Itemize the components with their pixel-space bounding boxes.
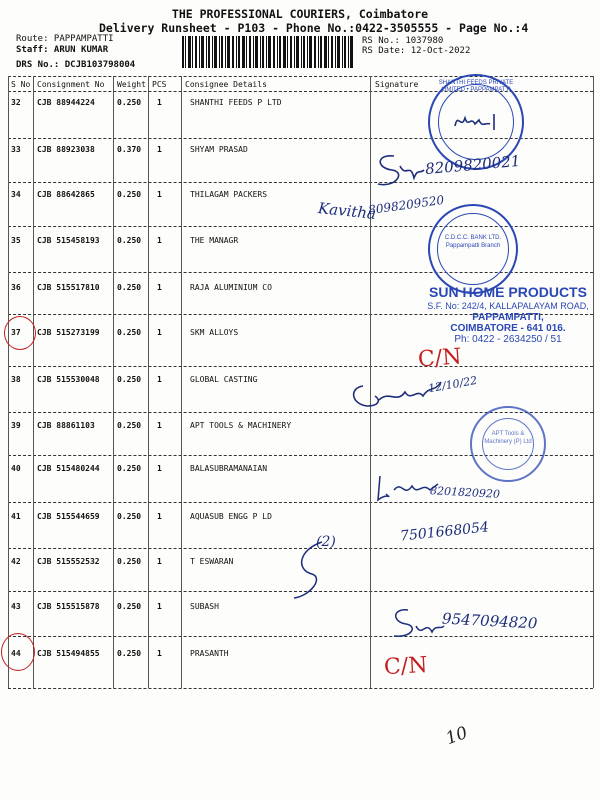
row-consignment: CJB 515494855 xyxy=(37,649,100,658)
row-weight: 0.250 xyxy=(117,236,142,245)
row-rule xyxy=(8,502,593,503)
red-circle-mark xyxy=(4,316,36,350)
rs-number: RS No.: 1037980 xyxy=(362,36,444,46)
row-weight: 0.250 xyxy=(117,649,142,658)
signature-43 xyxy=(386,604,446,644)
signature-32 xyxy=(452,108,502,134)
row-pcs: 1 xyxy=(157,328,162,337)
row-rule xyxy=(8,366,593,367)
row-pcs: 1 xyxy=(157,236,162,245)
row-consignment: CJB 88642865 xyxy=(37,190,95,199)
drs-label: DRS No.: DCJB103798004 xyxy=(16,60,136,70)
col-header-weight: Weight xyxy=(117,80,146,89)
row-consignee: PRASANTH xyxy=(190,649,229,658)
row-consignee: SUBASH xyxy=(190,602,219,611)
row-pcs: 1 xyxy=(157,190,162,199)
mark-41: (2) xyxy=(316,534,336,550)
row-consignment: CJB 88861103 xyxy=(37,421,95,430)
row-weight: 0.250 xyxy=(117,283,142,292)
row-consignee: THILAGAM PACKERS xyxy=(190,190,268,199)
row-consignment: CJB 515480244 xyxy=(37,464,100,473)
row-weight: 0.250 xyxy=(117,375,142,384)
row-consignee: BALASUBRAMANAIAN xyxy=(190,464,268,473)
row-consignee: SHYAM PRASAD xyxy=(190,145,248,154)
row-consignment: CJB 88944224 xyxy=(37,98,95,107)
row-weight: 0.370 xyxy=(117,145,142,154)
row-consignment: CJB 515530048 xyxy=(37,375,100,384)
shanthi-stamp-text: SHANTHI FEEDS PRIVATE LIMITED • PAPPAMPATTI xyxy=(438,80,514,93)
row-weight: 0.250 xyxy=(117,98,142,107)
row-consignee: AQUASUB ENGG P LD xyxy=(190,512,272,521)
sun-home-name: SUN HOME PRODUCTS xyxy=(429,284,587,300)
company-title: THE PROFESSIONAL COURIERS, Coimbatore xyxy=(171,7,429,21)
column-divider xyxy=(33,76,34,688)
phone-40: 8201820920 xyxy=(429,484,501,501)
runsheet-title: Delivery Runsheet - P103 - Phone No.:0422-3505555 - Page No.:4 xyxy=(99,21,529,35)
row-sno: 32 xyxy=(11,98,21,107)
apt-tools-stamp xyxy=(470,406,546,482)
row-sno: 36 xyxy=(11,283,21,292)
row-sno: 34 xyxy=(11,190,21,199)
row-consignee: SKM ALLOYS xyxy=(190,328,239,337)
row-sno: 40 xyxy=(11,464,21,473)
phone-41: 7501668054 xyxy=(399,519,490,545)
column-divider xyxy=(181,76,182,688)
red-circle-mark xyxy=(1,633,35,671)
row-rule xyxy=(8,182,593,183)
route-label: Route: PAPPAMPATTI xyxy=(16,34,114,44)
row-weight: 0.250 xyxy=(117,557,142,566)
name-34: Kavitha xyxy=(317,199,377,223)
row-sno: 43 xyxy=(11,602,21,611)
row-consignee: SHANTHI FEEDS P LTD xyxy=(190,98,282,107)
row-consignee: APT TOOLS & MACHINERY xyxy=(190,421,292,430)
phone-43: 9547094820 xyxy=(441,609,538,633)
sun-home-address1: S.F. No: 242/4, KALLAPALAYAM ROAD, xyxy=(427,301,589,311)
row-sno: 44 xyxy=(11,649,21,658)
row-rule xyxy=(8,636,593,637)
cdcc-stamp-text: C.D.C.C. BANK LTD. Pappampatti Branch xyxy=(444,235,502,249)
col-header-signature: Signature xyxy=(375,80,419,89)
column-divider xyxy=(593,76,594,688)
row-pcs: 1 xyxy=(157,464,162,473)
col-header-sno: S No xyxy=(11,80,31,89)
row-sno: 41 xyxy=(11,512,21,521)
row-weight: 0.250 xyxy=(117,190,142,199)
row-consignment: CJB 515517810 xyxy=(37,283,100,292)
row-sno: 33 xyxy=(11,145,21,154)
row-pcs: 1 xyxy=(157,145,162,154)
row-weight: 0.250 xyxy=(117,464,142,473)
column-divider xyxy=(113,76,114,688)
cin-44: C/N xyxy=(383,652,429,681)
row-sno: 38 xyxy=(11,375,21,384)
row-sno: 37 xyxy=(11,328,21,337)
handwritten-page-number: 10 xyxy=(443,722,471,750)
date-38: 12/10/22 xyxy=(427,373,479,396)
row-pcs: 1 xyxy=(157,557,162,566)
column-divider xyxy=(8,76,9,688)
cin-37: C/N xyxy=(417,344,463,373)
rs-date: RS Date: 12-Oct-2022 xyxy=(362,46,471,56)
row-weight: 0.250 xyxy=(117,421,142,430)
row-pcs: 1 xyxy=(157,421,162,430)
row-consignment: CJB 88923038 xyxy=(37,145,95,154)
row-sno: 35 xyxy=(11,236,21,245)
row-pcs: 1 xyxy=(157,649,162,658)
bracket-mark xyxy=(290,540,330,602)
row-consignment: CJB 515273199 xyxy=(37,328,100,337)
apt-stamp-text: APT Tools & Machinery (P) Ltd xyxy=(484,431,532,445)
col-header-consignee: Consignee Details xyxy=(185,80,267,89)
column-divider xyxy=(148,76,149,688)
row-pcs: 1 xyxy=(157,512,162,521)
col-header-consignment: Consignment No xyxy=(37,80,105,89)
row-consignee: RAJA ALUMINIUM CO xyxy=(190,283,272,292)
row-sno: 42 xyxy=(11,557,21,566)
signature-33 xyxy=(366,148,426,196)
phone-33: 8209820021 xyxy=(424,151,522,179)
table-bottom-rule xyxy=(8,688,593,689)
row-consignment: CJB 515515878 xyxy=(37,602,100,611)
sun-home-phone: Ph: 0422 - 2634250 / 51 xyxy=(454,334,562,345)
phone-34: 8098209520 xyxy=(367,192,445,218)
col-header-pcs: PCS xyxy=(152,80,167,89)
row-consignment: CJB 515544659 xyxy=(37,512,100,521)
row-consignment: CJB 515458193 xyxy=(37,236,100,245)
row-sno: 39 xyxy=(11,421,21,430)
row-consignee: THE MANAGR xyxy=(190,236,239,245)
row-pcs: 1 xyxy=(157,375,162,384)
row-consignee: GLOBAL CASTING xyxy=(190,375,258,384)
row-pcs: 1 xyxy=(157,602,162,611)
row-consignee: T ESWARAN xyxy=(190,557,234,566)
cdcc-bank-stamp xyxy=(428,204,518,294)
row-weight: 0.250 xyxy=(117,602,142,611)
barcode xyxy=(182,36,354,68)
staff-label: Staff: ARUN KUMAR xyxy=(16,45,109,55)
row-weight: 0.250 xyxy=(117,328,142,337)
row-weight: 0.250 xyxy=(117,512,142,521)
row-pcs: 1 xyxy=(157,283,162,292)
table-top-rule xyxy=(8,76,593,77)
row-consignment: CJB 515552532 xyxy=(37,557,100,566)
sun-home-address2: PAPPAMPATTI, xyxy=(472,312,544,323)
sun-home-address3: COIMBATORE - 641 016. xyxy=(450,323,566,334)
row-pcs: 1 xyxy=(157,98,162,107)
